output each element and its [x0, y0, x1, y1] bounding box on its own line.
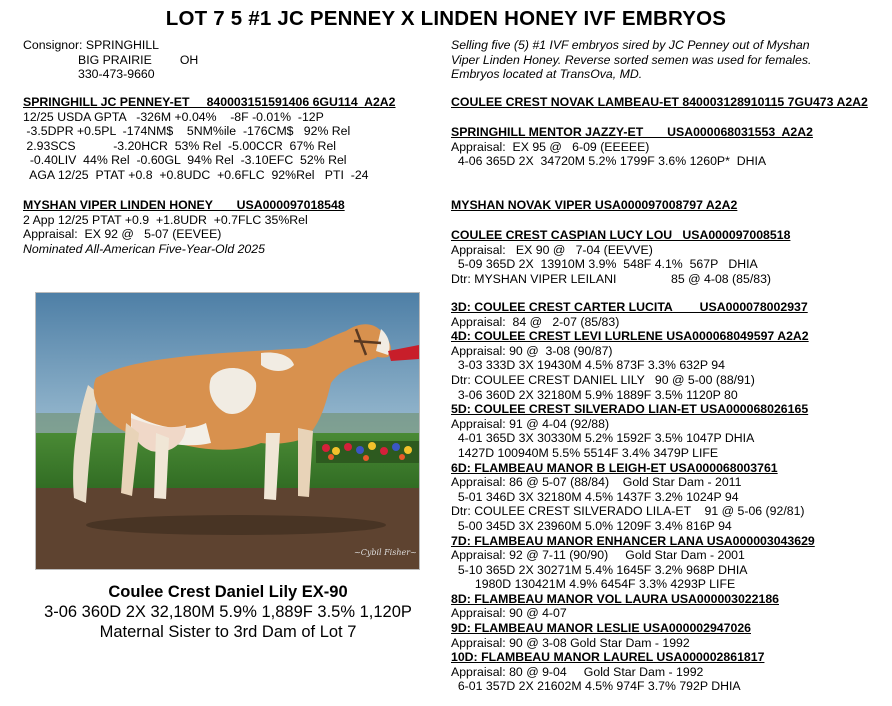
pedigree-line: 6-01 357D 2X 21602M 4.5% 974F 3.7% 792P DHIA: [451, 679, 741, 694]
consignor-phone: 330-473-9660: [78, 67, 155, 82]
pedigree-line: 1427D 100940M 5.5% 5514F 3.4% 3479P LIFE: [451, 445, 719, 460]
sire-name: SPRINGHILL JC PENNEY-ET 840003151591406 6GU114 A2A2: [23, 95, 396, 109]
lucylou-line: Dtr: MYSHAN VIPER LEILANI 85 @ 4-08 (85/83): [451, 271, 772, 286]
sire-line: -3.5DPR +0.5PL -174NM$ 5NM%ile -176CM$ 92% Rel: [23, 124, 351, 139]
consignor-label: Consignor:: [23, 38, 83, 52]
cow-photo: [35, 292, 420, 570]
dam-name: MYSHAN VIPER LINDEN HONEY USA000097018548: [23, 198, 345, 212]
dam-block: [23, 198, 345, 256]
lucylou-line: Appraisal: EX 90 @ 7-04 (EEVVE): [451, 242, 653, 257]
dam-line: 2 App 12/25 PTAT +0.9 +1.8UDR +0.7FLC 35%Rel: [23, 212, 308, 227]
pedigree-dam-5d: 5D: COULEE CREST SILVERADO LIAN-ET USA000068026165: [451, 402, 809, 417]
pedigree-dam-9d: 9D: FLAMBEAU MANOR LESLIE USA000002947026: [451, 621, 751, 636]
pedigree-line: Appraisal: 80 @ 9-04 Gold Star Dam - 1992: [451, 664, 704, 679]
pedigree-line: Dtr: COULEE CREST SILVERADO LILA-ET 91 @ 5-06 (92/81): [451, 504, 805, 519]
damsire-name: COULEE CREST NOVAK LAMBEAU-ET 840003128910115 7GU473 A2A2: [451, 95, 868, 109]
description-line: Viper Linden Honey. Reverse sorted semen was used for females.: [451, 52, 812, 67]
pedigree-line: Dtr: COULEE CREST DANIEL LILY 90 @ 5-00 (88/91): [451, 372, 755, 387]
pedigree-dam-10d: 10D: FLAMBEAU MANOR LAUREL USA000002861817: [451, 650, 765, 665]
lucylou-name: COULEE CREST CASPIAN LUCY LOU USA000097008518: [451, 228, 791, 242]
sire-line: AGA 12/25 PTAT +0.8 +0.8UDC +0.6FLC 92%Rel PTI -24: [23, 167, 369, 182]
dam-note: Nominated All-American Five-Year-Old 2025: [23, 241, 265, 256]
pedigree-line: Appraisal: 90 @ 4-07: [451, 606, 567, 621]
pedigree-line: Appraisal: 84 @ 2-07 (85/83): [451, 314, 620, 329]
photo-caption-name: Coulee Crest Daniel Lily EX-90: [108, 583, 348, 601]
pedigree-list: [451, 300, 815, 694]
pedigree-line: 5-00 345D 3X 23960M 5.0% 1209F 3.4% 816P 94: [451, 518, 732, 533]
pedigree-dam-7d: 7D: FLAMBEAU MANOR ENHANCER LANA USA000003043629: [451, 533, 815, 548]
cow-shadow: [86, 515, 386, 535]
consignor-state: OH: [179, 52, 199, 67]
mentor-line: 4-06 365D 2X 34720M 5.2% 1799F 3.6% 1260P* DHIA: [451, 154, 767, 169]
pedigree-dam-8d: 8D: FLAMBEAU MANOR VOL LAURA USA000003022186: [451, 591, 779, 606]
pedigree-dam-3d: 3D: COULEE CREST CARTER LUCITA USA000078002937: [451, 300, 808, 314]
viper-name: MYSHAN NOVAK VIPER USA000097008797 A2A2: [451, 198, 738, 212]
pedigree-dam-6d: 6D: FLAMBEAU MANOR B LEIGH-ET USA000068003761: [451, 460, 778, 475]
pedigree-line: 3-06 360D 2X 32180M 5.9% 1889F 3.5% 1120P 80: [451, 387, 738, 402]
photographer-watermark: ~Cybil Fisher~: [354, 548, 417, 557]
flower-bed: [316, 441, 419, 463]
sire-block: [23, 95, 396, 183]
sire-line: 2.93SCS -3.20HCR 53% Rel -5.00CCR 67% Rel: [23, 138, 337, 153]
pedigree-dam-4d: 4D: COULEE CREST LEVI LURLENE USA000068049597 A2A2: [451, 329, 809, 344]
mentor-name: SPRINGHILL MENTOR JAZZY-ET USA000068031553 A2A2: [451, 125, 813, 139]
pedigree-line: 4-01 365D 3X 30330M 5.2% 1592F 3.5% 1047P DHIA: [451, 431, 755, 446]
pedigree-line: 3-03 333D 3X 19430M 4.5% 873F 3.3% 632P 94: [451, 358, 725, 373]
sire-line: 12/25 USDA GPTA -326M +0.04% -8F -0.01% -12P: [23, 109, 324, 124]
photo-caption-relation: Maternal Sister to 3rd Dam of Lot 7: [99, 623, 357, 641]
consignor-city: BIG PRAIRIE: [78, 52, 152, 67]
consignor-name: SPRINGHILL: [85, 38, 160, 52]
pedigree-line: Appraisal: 91 @ 4-04 (92/88): [451, 416, 610, 431]
pedigree-line: Appraisal: 86 @ 5-07 (88/84) Gold Star Dam - 2011: [451, 475, 742, 490]
pedigree-line: Appraisal: 90 @ 3-08 (90/87): [451, 343, 613, 358]
consignor-block: [23, 38, 198, 82]
pedigree-line: Appraisal: 90 @ 3-08 Gold Star Dam - 1992: [451, 635, 690, 650]
mentor-line: Appraisal: EX 95 @ 6-09 (EEEEE): [451, 139, 650, 154]
lucylou-line: 5-09 365D 2X 13910M 3.9% 548F 4.1% 567P DHIA: [451, 257, 758, 272]
pedigree-line: 5-01 346D 3X 32180M 4.5% 1437F 3.2% 1024P 94: [451, 489, 739, 504]
photo-caption-record: 3-06 360D 2X 32,180M 5.9% 1,889F 3.5% 1,120P: [44, 603, 412, 621]
pedigree-line: Appraisal: 92 @ 7-11 (90/90) Gold Star Dam - 2001: [451, 548, 745, 563]
pedigree-line: 1980D 130421M 4.9% 6454F 3.3% 4293P LIFE: [451, 577, 736, 592]
mentor-block: [451, 125, 813, 169]
lucylou-block: [451, 228, 790, 286]
lot-title: LOT 7 5 #1 JC PENNEY X LINDEN HONEY IVF EMBRYOS: [165, 7, 727, 30]
dam-line: Appraisal: EX 92 @ 5-07 (EEVEE): [23, 227, 222, 242]
description-line: Embryos located at TransOva, MD.: [451, 67, 643, 82]
cow-illustration: [36, 293, 419, 569]
sire-line: -0.40LIV 44% Rel -0.60GL 94% Rel -3.10EFC 52% Rel: [23, 153, 347, 168]
lot-description: [451, 38, 811, 82]
description-line: Selling five (5) #1 IVF embryos sired by JC Penney out of Myshan: [451, 38, 810, 52]
pedigree-line: 5-10 365D 2X 30271M 5.4% 1645F 3.2% 968P DHIA: [451, 562, 748, 577]
